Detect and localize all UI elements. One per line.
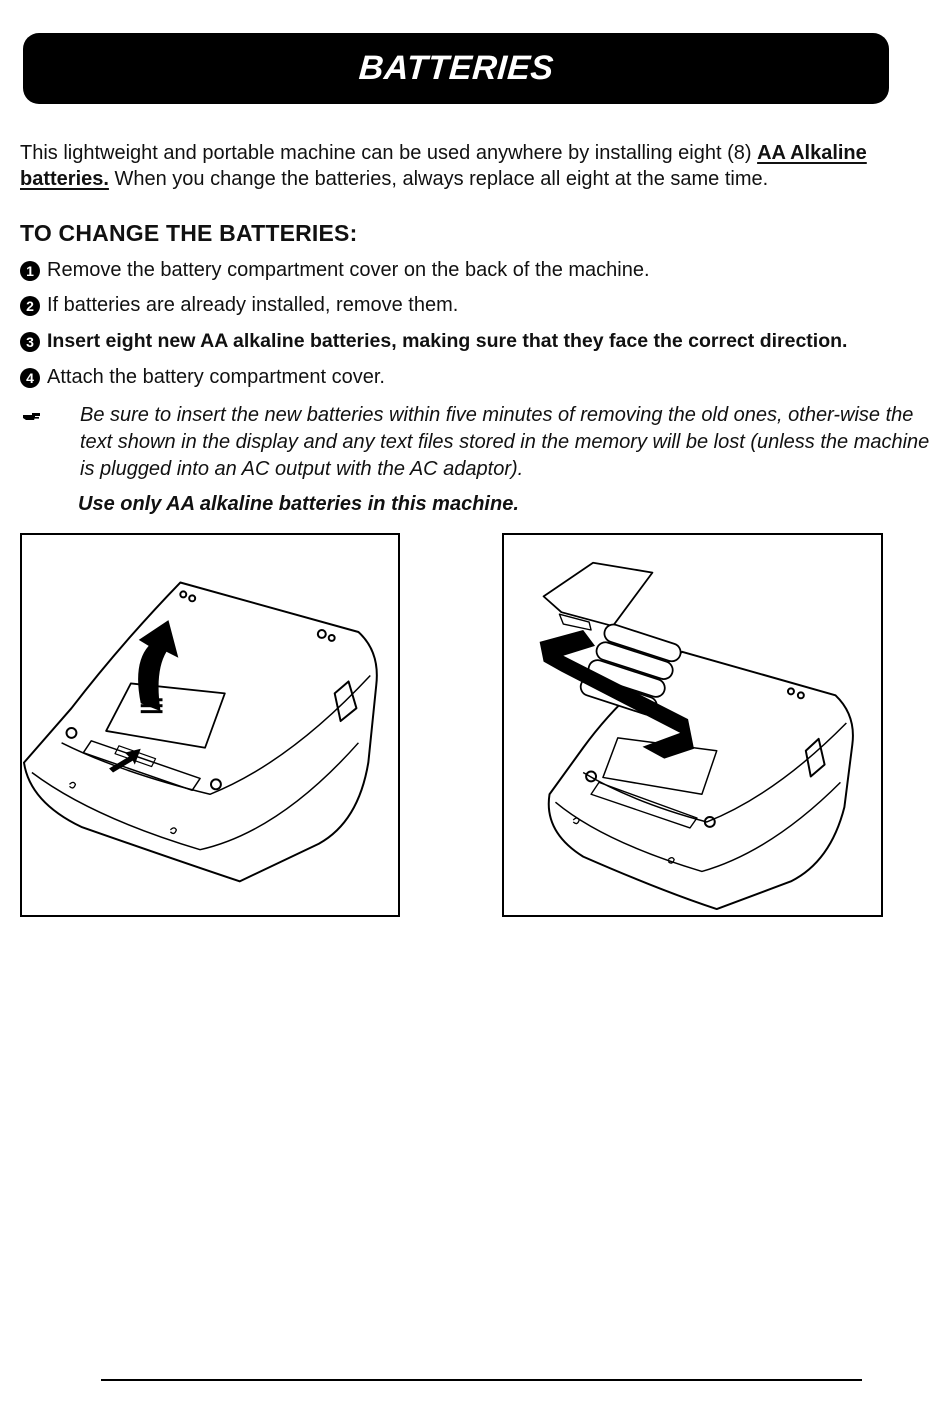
battery-cover xyxy=(106,683,225,747)
intro-emphasis: AA Alkaline batteries. xyxy=(20,142,867,190)
step-text-2: If batteries are already installed, remove them. xyxy=(47,294,459,316)
footer-rule xyxy=(101,1379,862,1381)
intro-text: This lightweight and portable machine can be used anywhere by installing eight (8) xyxy=(20,142,758,164)
step-number-1: 1 xyxy=(20,261,40,281)
step-text-4: Attach the battery compartment cover. xyxy=(47,366,385,388)
step-number-4: 4 xyxy=(20,368,40,388)
note-emphasis: Use only AA alkaline batteries in this machine. xyxy=(78,493,519,515)
step-4 xyxy=(20,366,385,389)
page-title: BATTERIES xyxy=(357,49,555,87)
lift-arrow xyxy=(138,620,178,711)
step-3 xyxy=(20,330,847,353)
remove-cover-illustration xyxy=(20,533,400,917)
step-number-2: 2 xyxy=(20,296,40,316)
insert-batteries-illustration xyxy=(502,533,883,917)
insert-batteries-drawing xyxy=(504,535,881,915)
pointing-hand-icon xyxy=(22,408,42,424)
intro-paragraph xyxy=(20,140,945,192)
note-text: Be sure to insert the new batteries within five minutes of removing the old ones, other-wise the text shown in the display and any text files stored in the memory will be lost (unless the machine is plugged into an AC output with the AC adaptor). xyxy=(80,404,930,480)
title-banner xyxy=(23,33,889,104)
step-2 xyxy=(20,294,458,317)
remove-cover-drawing xyxy=(22,535,398,915)
step-1 xyxy=(20,259,650,282)
section-heading: TO CHANGE THE BATTERIES: xyxy=(20,220,358,246)
step-text-1: Remove the battery compartment cover on the back of the machine. xyxy=(47,259,650,281)
step-number-3: 3 xyxy=(20,332,40,352)
step-text-3: Insert eight new AA alkaline batteries, making sure that they face the correct direction. xyxy=(47,330,848,352)
intro-text-end: When you change the batteries, always replace all eight at the same time. xyxy=(108,168,769,190)
